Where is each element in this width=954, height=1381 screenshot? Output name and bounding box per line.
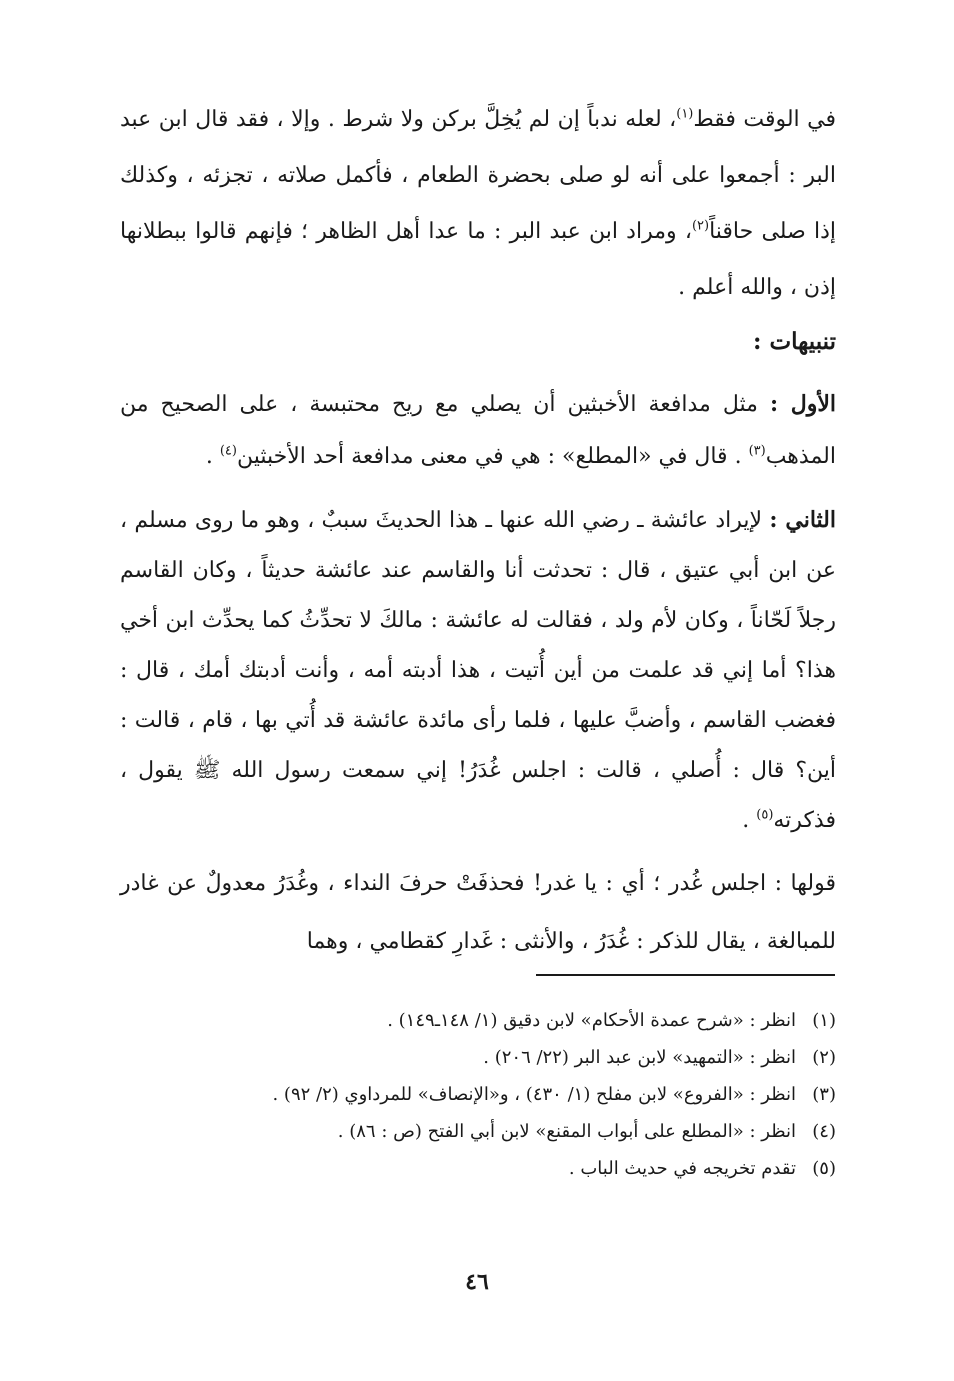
paragraph-1-text-b: ، لعله ندباً إن لم يُخِلَّ بركن ولا شرط . وإلا ، فقد قال ابن عبد البر : أجمعوا على أنه لو صلى بحضرة الطعام ، فأكمل صلاته ، تجزئه ، وكذلك إذا صلى حاقناً — [120, 107, 836, 244]
paragraph-4 — [120, 855, 836, 971]
footnote-number: (٤) — [812, 1121, 836, 1142]
footnote-item — [120, 1039, 836, 1076]
paragraph-1 — [120, 92, 836, 316]
footnote-text: انظر : «شرح عمدة الأحكام» لابن دقيق (١/ ١٤٨ـ١٤٩) . — [387, 1010, 796, 1031]
footnote-ref-2[interactable]: (٢) — [691, 218, 710, 234]
paragraph-1-text-c: ، ومراد ابن عبد البر : ما عدا أهل الظاهر ؛ فإنهم قالوا ببطلانها إذن ، والله أعلم . — [120, 219, 836, 300]
footnote-number: (٣) — [812, 1084, 836, 1105]
paragraph-3-lead: الثاني : — [769, 507, 836, 533]
footnote-separator — [536, 974, 835, 976]
section-heading: تنبيهات : — [753, 328, 836, 355]
footnote-text: انظر : «التمهيد» لابن عبد البر (٢٢/ ٢٠٦) . — [483, 1047, 796, 1068]
footnote-ref-1[interactable]: (١) — [676, 106, 694, 122]
paragraph-2-lead: الأول : — [769, 391, 836, 417]
footnote-item — [120, 1113, 836, 1150]
paragraph-2-text-a: مثل مدافعة الأخبثين أن يصلي مع ريح محتبسة ، على الصحيح من المذهب — [120, 392, 836, 469]
footnote-ref-3[interactable]: (٣) — [748, 443, 766, 459]
footnote-text: انظر : «الفروع» لابن مفلح (١/ ٤٣٠) ، و«الإنصاف» للمرداوي (٢/ ٩٢) . — [272, 1084, 796, 1105]
footnote-item — [120, 1150, 836, 1187]
paragraph-4-text: قولها : اجلس غُدر ؛ أي : يا غدر! فحذفَتْ حرفَ النداء ، وغُدَرُ معدولٌ عن غادر للمبالغة ، يقال للذكر : غُدَرُ ، والأنثى : غَدارِ كقطامي ، وهما — [120, 871, 836, 954]
footnote-number: (٢) — [812, 1047, 836, 1068]
paragraph-2-text-b: . قال في «المطلع» : هي في معنى مدافعة أحد الأخبثين — [236, 444, 749, 469]
footnote-item — [120, 1076, 836, 1113]
paragraph-2-text-c: . — [205, 444, 220, 469]
paragraph-1-text-a: في الوقت فقط — [693, 107, 836, 132]
footnote-text: تقدم تخريجه في حديث الباب . — [568, 1158, 796, 1179]
footnote-text: انظر : «المطلع على أبواب المقنع» لابن أبي الفتح (ص : ٨٦) . — [337, 1121, 796, 1142]
paragraph-3-text-b: . — [742, 808, 757, 833]
footnote-ref-5[interactable]: (٥) — [756, 807, 774, 823]
footnote-ref-4[interactable]: (٤) — [219, 443, 237, 459]
paragraph-2 — [120, 378, 836, 483]
footnote-number: (١) — [812, 1010, 836, 1031]
paragraph-3 — [120, 495, 836, 846]
footnote-number: (٥) — [812, 1158, 836, 1179]
page-number: ٤٦ — [465, 1269, 489, 1295]
paragraph-3-text-a: لإيراد عائشة ـ رضي الله عنها ـ هذا الحديثَ سببٌ ، وهو ما روى مسلم ، عن ابن أبي عتيق ، قال : تحدثت أنا والقاسم عند عائشة حديثاً ، وكان القاسم رجلاً لَحّاناً ، وكان لأم ولد ، فقالت له عائشة : مالكَ لا تحدِّثُ كما يحدِّث ابن أخي هذا؟ أما إني قد علمت من أين أُتيت ، هذا أدبته أمه ، وأنت أدبتك أمك ، قال : فغضب القاسم ، وأضبَّ عليها ، فلما رأى مائدة عائشة قد أُتي بها ، قام ، قالت : أين؟ قال : أُصلي ، قالت : اجلس غُدَرُ! إني سمعت رسول الله ﷺ يقول ، فذكرته — [120, 508, 836, 833]
footnotes-list — [120, 1002, 836, 1187]
footnote-item — [120, 1002, 836, 1039]
